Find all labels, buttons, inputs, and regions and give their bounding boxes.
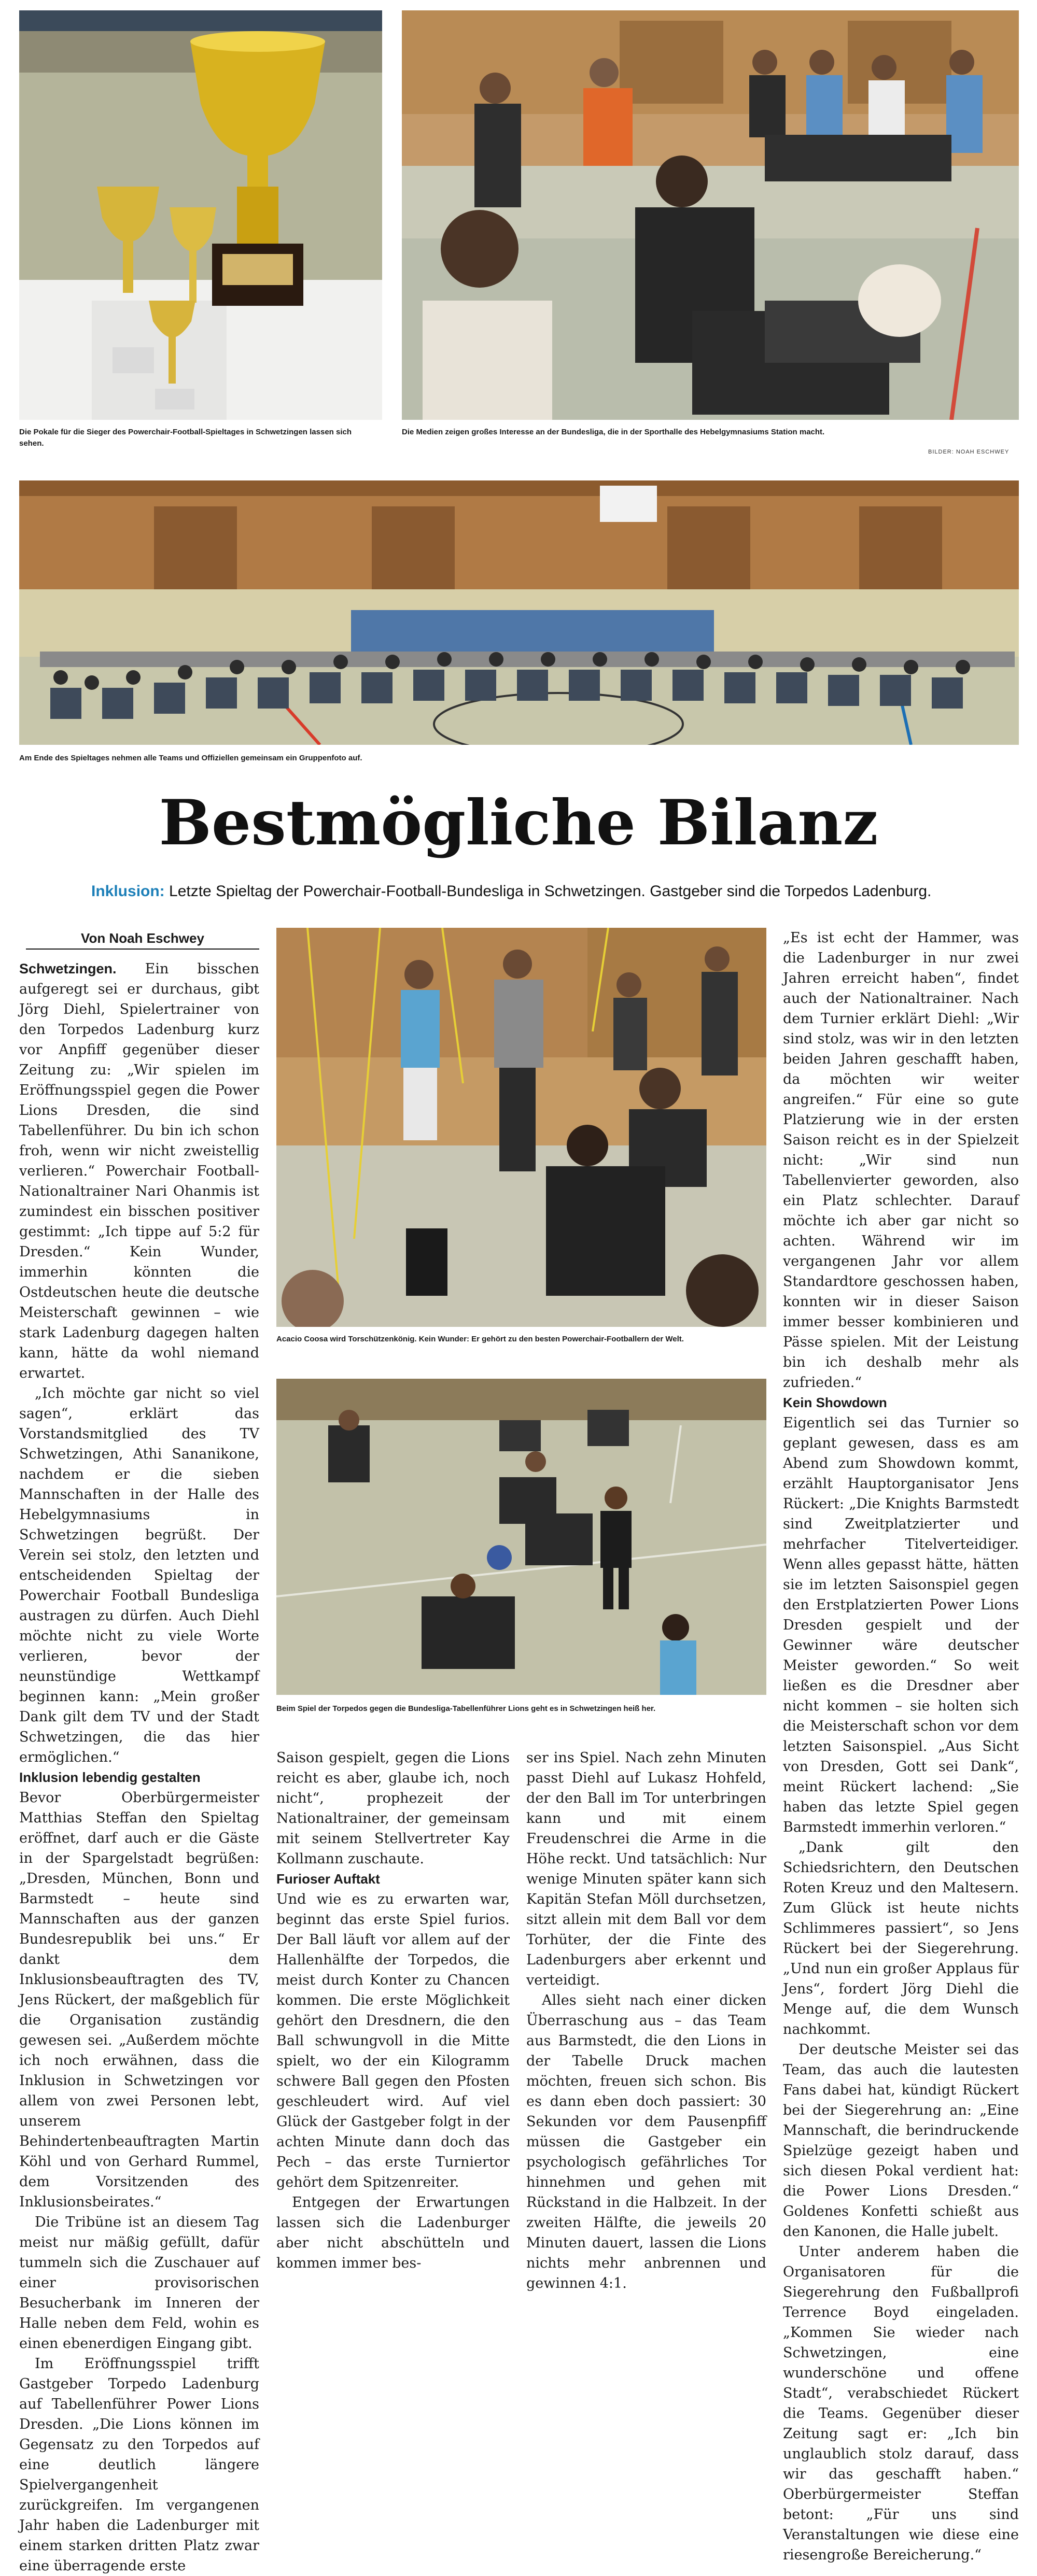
article-paragraph: Eigentlich sei das Turnier so geplant gewesen, dass es am Abend zum Showdown kommt, erzählt Hauptorganisator Jens Rückert: „Die Knights Barmstedt sind Zweitplatzierter und mehrfacher Titelverteidiger. Wenn alles gepasst hätte, hätten sie im letzten Saisonspiel gegen den Erstplatzierten Power Lions Dresden gespielt und der Gewinner wäre deutscher Meister geworden.“ So weit ließen es die Dresdner aber nicht kommen – sie holten sich die Meisterschaft schon vor dem letzten Saisonspiel. „Aus Sicht von Dresden, Gott sei Dank“, meint Rückert lachend: „Sie haben das letzte Spiel gegen Barmstedt immerhin verloren.“ <box>783 1415 1019 1835</box>
caption-coosa: Acacio Coosa wird Torschützenkönig. Kein Wunder: Er gehört zu den besten Powerchair-Footballern der Welt. <box>276 1335 684 1343</box>
caption-trophies: Die Pokale für die Sieger des Powerchair-Football-Spieltages in Schwetzingen lassen sich sehen. <box>19 428 352 448</box>
subheadline-kicker: Inklusion: <box>91 883 165 900</box>
article-paragraph: Der deutsche Meister sei das Team, das auch die lautesten Fans dabei hat, kündigt Rückert bei der Siegerehrung an: „Eine Mannschaft, die berindruckende Spielzüge gezeigt haben und sich diesen Pokal verdient hat: die Power Lions Dresden.“ Goldenes Konfetti schießt aus den Kanonen, die Halle jubelt. <box>783 2042 1019 2240</box>
article-paragraph: Schwetzingen. Ein bisschen aufgeregt sei er durchaus, gibt Jörg Diehl, Spielertrainer von den Torpedos Ladenburg kurz vor Anpfiff gegenüber dieser Zeitung zu: „Wir spielen im Eröffnungsspiel gegen die Power Lions Dresden, die sind Tabellenführer. Du bin ich schon froh, wenn wir nicht zweistellig verlieren.“ Powerchair Football-Nationaltrainer Nari Ohanmis ist zumindest ein bisschen positiver gestimmt: „Ich tippe auf 5:2 für Dresden.“ Kein Wunder, immerhin könnten die Ostdeutschen heute die deutsche Meisterschaft gewinnen – wie stark Ladenburg dagegen halten kann, hätte da wohl niemand erwartet. <box>19 961 259 1381</box>
dateline: Schwetzingen. <box>19 961 117 976</box>
article-paragraph: ser ins Spiel. Nach zehn Minuten passt Diehl auf Lukasz Hohfeld, der den Ball im Tor unterbringen kann und mit einem Freudenschrei die Arme in die Höhe reckt. Und tatsächlich: Nur wenige Minuten später kann sich Kapitän Stefan Möll durchsetzen, sitzt allein mit dem Ball vor dem Torhüter, der die Finte des Ladenburgers aber erkennt und verteidigt. <box>526 1750 766 1988</box>
headline: Bestmögliche Bilanz <box>159 786 878 859</box>
article-column-4 <box>783 928 1019 2565</box>
article-paragraph: Bevor Oberbürgermeister Matthias Steffan den Spieltag eröffnet, darf auch er die Gäste in der Spargelstadt begrüßen: „Dresden, München, Bonn und Barmstedt – heute sind Mannschaften aus der ganzen Bundesrepublik bei uns.“ Er dankt dem Inklusionsbeauftragten des TV, Jens Rückert, der maßgeblich für die Organisation zuständig gewesen sei. „Außerdem möchte ich noch erwähnen, dass die Inklusion in Schwetzingen vor allem von zwei Personen lebt, unserem Behindertenbeauftragten Martin Köhl und von Gerhard Rummel, dem Vorsitzenden des Inklusionsbeirates.“ <box>19 1790 259 2210</box>
photo-media <box>402 10 1019 420</box>
article-column-2 <box>276 1748 510 2273</box>
article-paragraph: „Dank gilt den Schiedsrichtern, den Deutschen Roten Kreuz und den Maltesern. Zum Glück ist heute nichts Schlimmeres passiert“, so Jens Rückert bei der Siegerehrung. „Und nun ein großer Applaus für Jens“, fordert Jörg Diehl die Menge auf, die dem Wunsch nachkommt. <box>783 1839 1019 2037</box>
article-paragraph: Saison gespielt, gegen die Lions reicht es aber, glaube ich, noch nicht“, prophezeit der Nationaltrainer, der gemeinsam mit seinem Stellvertreter Kay Kollmann zuschaute. <box>276 1750 510 1867</box>
photo-coosa <box>276 928 766 1327</box>
photo-trophies <box>19 10 382 420</box>
article-paragraph: Im Eröffnungsspiel trifft Gastgeber Torpedo Ladenburg auf Tabellenführer Power Lions Dresden. „Die Lions können im Gegensatz zu den Torpedos auf eine deutlich längere Spielvergangenheit zurückgreifen. Im vergangenen Jahr haben die Ladenburger mit einem starken dritten Platz zwar eine überragende erste <box>19 2356 259 2574</box>
caption-match: Beim Spiel der Torpedos gegen die Bundesliga-Tabellenführer Lions geht es in Schwetzingen heiß her. <box>276 1704 656 1713</box>
article-paragraph: Alles sieht nach einer dicken Überraschung aus – das Team aus Barmstedt, die den Lions in der Tabelle Druck machen möchten, freuen sich schon. Bis es dann eben doch passiert: 30 Sekunden vor dem Pausenpfiff müssen die Gastgeber ein psychologisch gefährliches Tor hinnehmen und gehen mit Rückstand in die Halbzeit. In der zweiten Hälfte, die jeweils 20 Minuten dauert, lassen die Lions nichts mehr anbrennen und gewinnen 4:1. <box>526 1992 766 2291</box>
photo-group <box>19 480 1019 745</box>
subheadline-text: Letzte Spieltag der Powerchair-Football-Bundesliga in Schwetzingen. Gastgeber sind die Torpedos Ladenburg. <box>169 883 932 900</box>
article-paragraph: „Ich möchte gar nicht so viel sagen“, erklärt das Vorstandsmitglied des TV Schwetzingen, Athi Sananikone, nachdem er die sieben Mannschaften in der Halle des Hebelgymnasiums in Schwetzingen begrüßt. Der Verein sei stolz, den letzten und entscheidenden Spieltag der Powerchair Football Bundesliga austragen zu dürfen. Auch Diehl möchte nicht zu viele Worte verlieren, bevor der neunstündige Wettkampf beginnen kann: „Mein großer Dank gilt dem TV und der Stadt Schwetzingen, die das hier ermöglichen.“ <box>19 1385 259 1765</box>
article-column-3 <box>526 1748 766 2294</box>
subheading-showdown: Kein Showdown <box>783 1395 887 1410</box>
article-paragraph: Entgegen der Erwartungen lassen sich die Ladenburger aber nicht abschütteln und kommen immer bes- <box>276 2195 510 2271</box>
article-paragraph: Unter anderem haben die Organisatoren für die Siegerehrung den Fußballprofi Terrence Boyd eingeladen. „Kommen Sie wieder nach Schwetzingen, eine wunderschöne und offene Stadt“, verabschiedet Rückert die Teams. Gegenüber dieser Zeitung sagt er: „Ich bin unglaublich stolz darauf, dass wir das geschafft haben.“ Oberbürgermeister Steffan betont: „Für uns sind Veranstaltungen wie diese eine riesengroße Bereicherung.“ <box>783 2244 1019 2563</box>
caption-group: Am Ende des Spieltages nehmen alle Teams und Offiziellen gemeinsam ein Gruppenfoto auf. <box>19 754 362 762</box>
caption-media: Die Medien zeigen großes Interesse an der Bundesliga, die in der Sporthalle des Hebelgymnasiums Station macht. <box>402 428 825 436</box>
photo-credit: BILDER: NOAH ESCHWEY <box>928 449 1010 455</box>
article-paragraph: „Es ist echt der Hammer, was die Ladenburger in nur zwei Jahren erreicht haben“, findet auch der Nationaltrainer. Nach dem Turnier erklärt Diehl: „Wir sind stolz, was wir in den letzten beiden Jahren geschafft haben, da möchten wir weiter angreifen.“ Für eine so gute Platzierung wie in der ersten Saison reicht es in der Spielzeit nicht: „Wir sind nun Tabellenvierter geworden, also ein Platz schlechter. Darauf möchte ich aber gar nicht so achten. Während wir im vergangenen Jahr vor allem Standardtore geschossen haben, konnten wir in dieser Saison immer besser kombinieren und Pässe spielen. Mit der Leistung bin ich deshalb mehr als zufrieden.“ <box>783 930 1019 1391</box>
subheading-furioser: Furioser Auftakt <box>276 1871 380 1887</box>
subheading-inklusion: Inklusion lebendig gestalten <box>19 1770 201 1785</box>
byline: Von Noah Eschwey <box>26 928 259 950</box>
article-paragraph: Die Tribüne ist an diesem Tag meist nur mäßig gefüllt, dafür tummeln sich die Zuschauer auf einer provisorischen Besucherbank im Inneren der Halle neben dem Feld, wohin es einen ebenerdigen Eingang gibt. <box>19 2214 259 2352</box>
article-column-1 <box>19 959 259 2576</box>
subheadline <box>91 881 973 902</box>
article-paragraph: Und wie es zu erwarten war, beginnt das erste Spiel furios. Der Ball läuft vor allem auf der Hallenhälfte der Torpedos, die meist durch Konter zu Chancen kommen. Die erste Möglichkeit gehört den Dresdnern, die den Ball schwungvoll in die Mitte spielt, wo der ein Kilogramm schwere Ball gegen den Pfosten geschleudert wird. Auf viel Glück der Gastgeber folgt in der achten Minute dann doch das Pech – das erste Turniertor gehört dem Spitzenreiter. <box>276 1891 510 2190</box>
photo-match <box>276 1379 766 1695</box>
